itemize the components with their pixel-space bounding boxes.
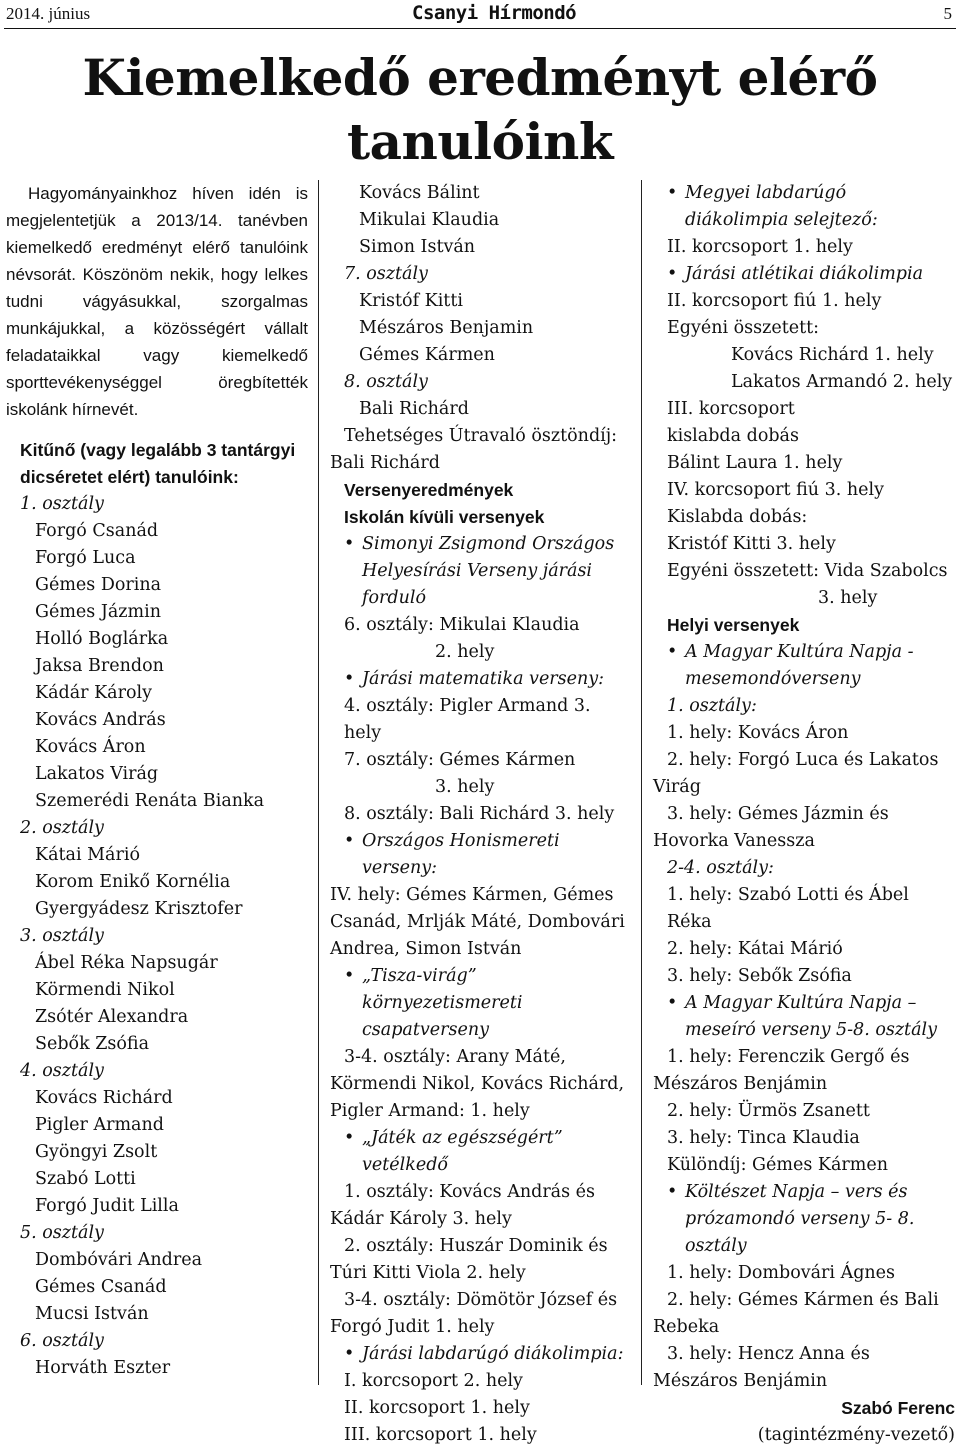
section-heading-local: Helyi versenyek [667,615,800,635]
student-name: Gémes Jázmin [35,602,161,622]
class-heading: 1. osztály: [667,696,757,716]
competition-item: • Járási atlétikai diákolimpia [653,261,955,288]
bullet-icon: • [667,993,678,1013]
result-line: Kovács Richárd 1. hely [731,345,934,365]
result-line: II. korcsoport fiú 1. hely [667,291,882,311]
student-name: Holló Boglárka [35,629,169,649]
result-line: 4. osztály: Pigler Armand 3. hely [344,696,591,743]
competition-item: • Simonyi Zsigmond Országos Helyesírási Verseny járási forduló [330,531,630,612]
result-line: I. korcsoport 2. hely [344,1371,523,1391]
student-name: Korom Enikő Kornélia [35,872,231,892]
bullet-icon: • [667,183,678,203]
section-heading-external: Iskolán kívüli versenyek [344,507,545,527]
bullet-icon: • [344,534,355,554]
result-line: Kislabda dobás: [667,507,808,527]
student-name: Dombóvári Andrea [35,1250,203,1270]
result-line: III. korcsoport 1. hely [344,1425,537,1445]
result-line: 3-4. osztály: Dömötör József és Forgó Judit 1. hely [330,1290,618,1337]
student-name: Ábel Réka Napsugár [35,953,218,973]
student-name: Gyöngyi Zsolt [35,1142,158,1162]
result-line: IV. hely: Gémes Kármen, Gémes Csanád, Mrlják Máté, Dombovári Andrea, Simon István [330,885,625,959]
student-name: Jaksa Brendon [35,656,164,676]
student-name: Horváth Eszter [35,1358,171,1378]
result-line: Különdíj: Gémes Kármen [667,1155,888,1175]
student-name: Gémes Dorina [35,575,162,595]
result-line: 6. osztály: Mikulai Klaudia [344,615,580,635]
result-line: 1. hely: Ferenczik Gergő és Mészáros Benjámin [653,1047,910,1094]
result-line: 1. osztály: Kovács András és Kádár Károly 3. hely [330,1182,595,1229]
name-line: Simon István [359,237,476,257]
student-name: Körmendi Nikol [35,980,175,1000]
bullet-icon: • [667,1182,678,1202]
result-line: 3. hely: Gémes Jázmin és Hovorka Vanessza [653,804,889,851]
student-name: Szabó Lotti [35,1169,136,1189]
bullet-icon: • [667,642,678,662]
result-line: 2. hely: Forgó Luca és Lakatos Virág [653,750,939,797]
bullet-icon: • [667,264,678,284]
class-heading: 7. osztály [344,264,428,284]
column-3 [653,180,955,1449]
header-rule [4,28,956,29]
honor-roll-list [6,491,308,1382]
name-line: Kovács Bálint [359,183,480,203]
result-line: 3-4. osztály: Arany Máté, Körmendi Nikol, Kovács Richárd, Pigler Armand: 1. hely [330,1047,625,1121]
student-name: Forgó Csanád [35,521,159,541]
student-name: Kádár Károly [35,683,152,703]
result-line: 8. osztály: Bali Richárd 3. hely [344,804,615,824]
bullet-icon: • [344,966,355,986]
student-name: Kátai Márió [35,845,140,865]
scholarship-winner: Bali Richárd [330,453,440,473]
student-name: Mucsi István [35,1304,149,1324]
competition-item: • „Játék az egészségért” vetélkedő [330,1125,630,1179]
result-line: kislabda dobás [667,426,799,446]
result-line: 3. hely [435,777,495,797]
result-line: III. korcsoport [667,399,795,419]
result-line: 2. hely: Kátai Márió [667,939,843,959]
column-1 [6,180,308,1382]
bullet-icon: • [344,1128,355,1148]
intro-paragraph: Hagyományainkhoz híven idén is megjelentetjük a 2013/14. tanévben kiemelkedő eredményt elérő tanulóink névsorát. Köszönöm nekik, hogy lelkes tudni vágyásukkal, szorgalmas munkájukkal, a közösségért vállalt feladataikkal vagy kiemelkedő sporttevékenységgel öregbítették iskolánk hírnevét. [6,184,308,419]
result-line: II. korcsoport 1. hely [344,1398,530,1418]
competition-item: • Országos Honismereti verseny: [330,828,630,882]
class-heading: 3. osztály [20,926,104,946]
article-title-line-1: Kiemelkedő eredményt elérő [82,48,878,107]
student-name: Kovács Richárd [35,1088,173,1108]
section-heading-results: Versenyeredmények [344,480,514,500]
result-line: Kristóf Kitti 3. hely [667,534,836,554]
result-line: Lakatos Armandó 2. hely [731,372,953,392]
author-role: (tagintézmény-vezető) [757,1425,955,1445]
result-line: 1. hely: Kovács Áron [667,723,849,743]
student-name: Kovács Áron [35,737,146,757]
student-name: Lakatos Virág [35,764,159,784]
name-line: Kristóf Kitti [359,291,463,311]
class-heading: 6. osztály [20,1331,104,1351]
page-header [0,0,960,30]
scholarship-label: Tehetséges Útravaló ösztöndíj: [344,426,618,446]
student-name: Pigler Armand [35,1115,164,1135]
student-name: Szemerédi Renáta Bianka [35,791,265,811]
result-line: Egyéni összetett: [667,318,820,338]
result-line: Egyéni összetett: Vida Szabolcs [667,561,948,581]
student-name: Forgó Luca [35,548,136,568]
class-heading: 5. osztály [20,1223,104,1243]
result-line: 1. hely: Szabó Lotti és Ábel Réka [667,885,909,932]
newspaper-name: Csanyi Hírmondó [412,2,577,24]
result-line: 3. hely: Hencz Anna és Mészáros Benjámin [653,1344,870,1391]
column-divider-1 [318,180,319,1385]
class-heading: 4. osztály [20,1061,104,1081]
competition-item: • Költészet Napja – vers és prózamondó verseny 5- 8. osztály [653,1179,955,1260]
author-name: Szabó Ferenc [841,1398,955,1418]
class-heading: 2. osztály [20,818,104,838]
bullet-icon: • [344,669,355,689]
result-line: 3. hely [818,588,878,608]
class-heading: 8. osztály [344,372,428,392]
name-line: Bali Richárd [359,399,469,419]
result-line: 2. osztály: Huszár Dominik és Túri Kitti Viola 2. hely [330,1236,608,1283]
honor-roll-heading: Kitűnő (vagy legalább 3 tantárgyi dicséretet elért) tanulóink: [20,440,296,487]
result-line: 1. hely: Dombovári Ágnes [667,1263,896,1283]
page-number: 5 [943,4,952,23]
class-heading: 1. osztály [20,494,104,514]
bullet-icon: • [344,1344,355,1364]
result-line: Bálint Laura 1. hely [667,453,843,473]
student-name: Kovács András [35,710,166,730]
result-line: 3. hely: Tinca Klaudia [667,1128,860,1148]
result-line: IV. korcsoport fiú 3. hely [667,480,885,500]
student-name: Zsótér Alexandra [35,1007,189,1027]
student-name: Sebők Zsófia [35,1034,150,1054]
competition-item: • „Tisza-virág” környezetismereti csapatverseny [330,963,630,1044]
class-heading: 2-4. osztály: [667,858,774,878]
result-line: 3. hely: Sebők Zsófia [667,966,852,986]
column-divider-2 [641,180,642,1385]
competition-item: • A Magyar Kultúra Napja – meseíró verseny 5-8. osztály [653,990,955,1044]
issue-date: 2014. június [6,4,91,23]
result-line: 2. hely: Ürmös Zsanett [667,1101,870,1121]
name-line: Gémes Kármen [359,345,495,365]
competition-item: • Megyei labdarúgó diákolimpia selejtező: [653,180,955,234]
column-2 [330,180,630,1449]
student-name: Gyergyádesz Krisztofer [35,899,243,919]
name-line: Mikulai Klaudia [359,210,500,230]
bullet-icon: • [344,831,355,851]
competition-item: • Járási labdarúgó diákolimpia: [330,1341,630,1368]
name-line: Mészáros Benjamin [359,318,534,338]
result-line: 7. osztály: Gémes Kármen [344,750,576,770]
result-line: II. korcsoport 1. hely [667,237,853,257]
result-line: 2. hely [435,642,495,662]
student-name: Forgó Judit Lilla [35,1196,179,1216]
article-title-line-2: tanulóink [346,112,614,171]
student-name: Gémes Csanád [35,1277,167,1297]
competition-item: • Járási matematika verseny: [330,666,630,693]
competition-item: • A Magyar Kultúra Napja - mesemondóverseny [653,639,955,693]
result-line: 2. hely: Gémes Kármen és Bali Rebeka [653,1290,939,1337]
